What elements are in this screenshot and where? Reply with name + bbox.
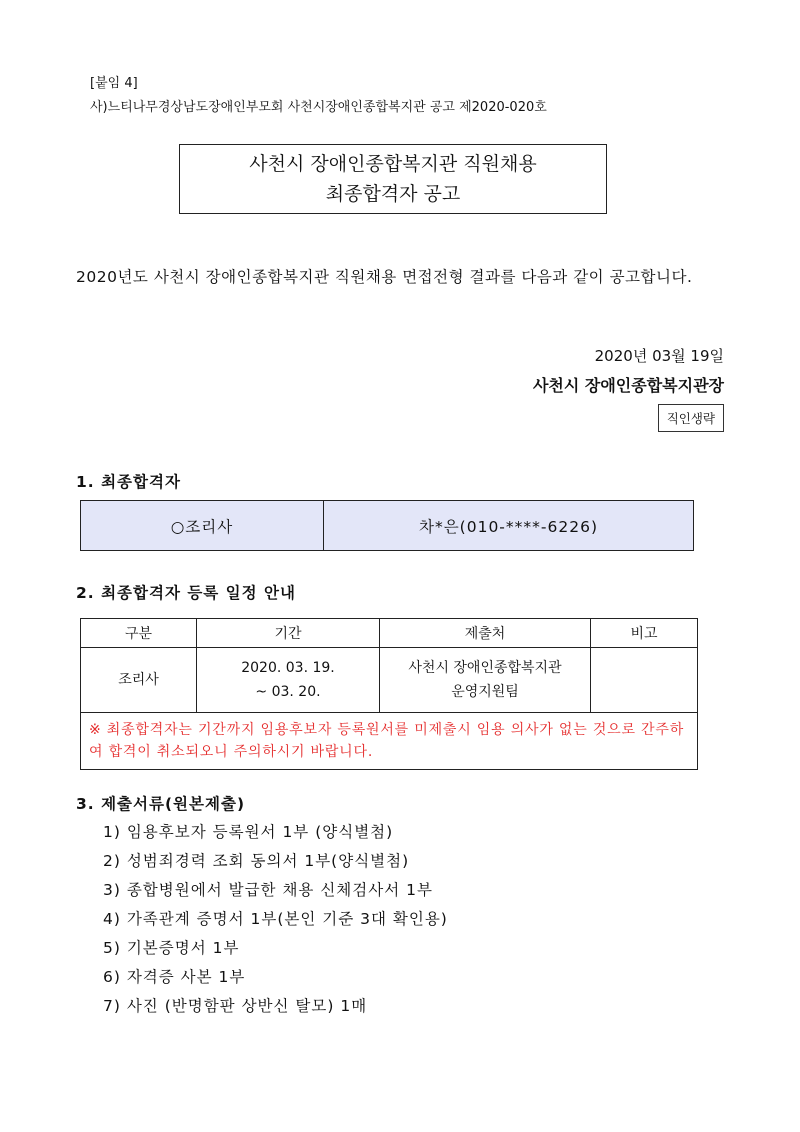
list-item: 5) 기본증명서 1부 (103, 939, 240, 957)
submit-to-team: 운영지원팀 (451, 684, 519, 700)
col-header-category: 구분 (81, 619, 197, 648)
warning-note: ※ 최종합격자는 기간까지 임용후보자 등록원서를 미제출시 임용 의사가 없는 것으로 간주하여 합격이 취소되오니 주의하시기 바랍니다. (81, 713, 698, 770)
seal-omitted-box: 직인생략 (658, 404, 724, 432)
final-applicant-table (80, 500, 694, 551)
period-cell (197, 648, 380, 713)
submit-to-org: 사천시 장애인종합복지관 (408, 660, 562, 676)
position-cell: ○조리사 (81, 501, 324, 551)
section-1-heading: 1. 최종합격자 (76, 473, 181, 491)
table-row (81, 648, 698, 713)
issuing-organization: 사천시 장애인종합복지관장 (532, 376, 724, 395)
title-line-2: 최종합격자 공고 (325, 183, 461, 205)
announcement-number: 사)느티나무경상남도장애인부모회 사천시장애인종합복지관 공고 제2020-020호 (90, 100, 547, 115)
col-header-submit-to: 제출처 (380, 619, 591, 648)
announcement-date: 2020년 03월 19일 (594, 347, 724, 365)
list-item: 6) 자격증 사본 1부 (103, 968, 246, 986)
period-end: ~ 03. 20. (255, 684, 321, 700)
list-item: 7) 사진 (반명함판 상반신 탈모) 1매 (103, 997, 368, 1015)
section-3-heading: 3. 제출서류(원본제출) (76, 795, 246, 813)
list-item: 3) 종합병원에서 발급한 채용 신체검사서 1부 (103, 881, 433, 899)
period-start: 2020. 03. 19. (241, 660, 335, 676)
col-header-period: 기간 (197, 619, 380, 648)
list-item: 1) 임용후보자 등록원서 1부 (양식별첨) (103, 823, 394, 841)
attachment-label: [붙임 4] (90, 76, 138, 91)
list-item: 4) 가족관계 증명서 1부(본인 기준 3대 확인용) (103, 910, 448, 928)
intro-paragraph: 2020년도 사천시 장애인종합복지관 직원채용 면접전형 결과를 다음과 같이 공고합니다. (76, 268, 693, 286)
section-2-heading: 2. 최종합격자 등록 일정 안내 (76, 584, 296, 602)
required-documents-list (103, 818, 448, 1021)
list-item: 2) 성범죄경력 조회 동의서 1부(양식별첨) (103, 852, 410, 870)
title-box (179, 144, 607, 214)
applicant-name-cell: 차*은(010-****-6226) (324, 501, 694, 551)
remark-cell (591, 648, 698, 713)
submit-to-cell (380, 648, 591, 713)
category-cell: 조리사 (81, 648, 197, 713)
col-header-remark: 비고 (591, 619, 698, 648)
registration-schedule-table (80, 618, 698, 770)
title-line-1: 사천시 장애인종합복지관 직원채용 (249, 153, 537, 175)
